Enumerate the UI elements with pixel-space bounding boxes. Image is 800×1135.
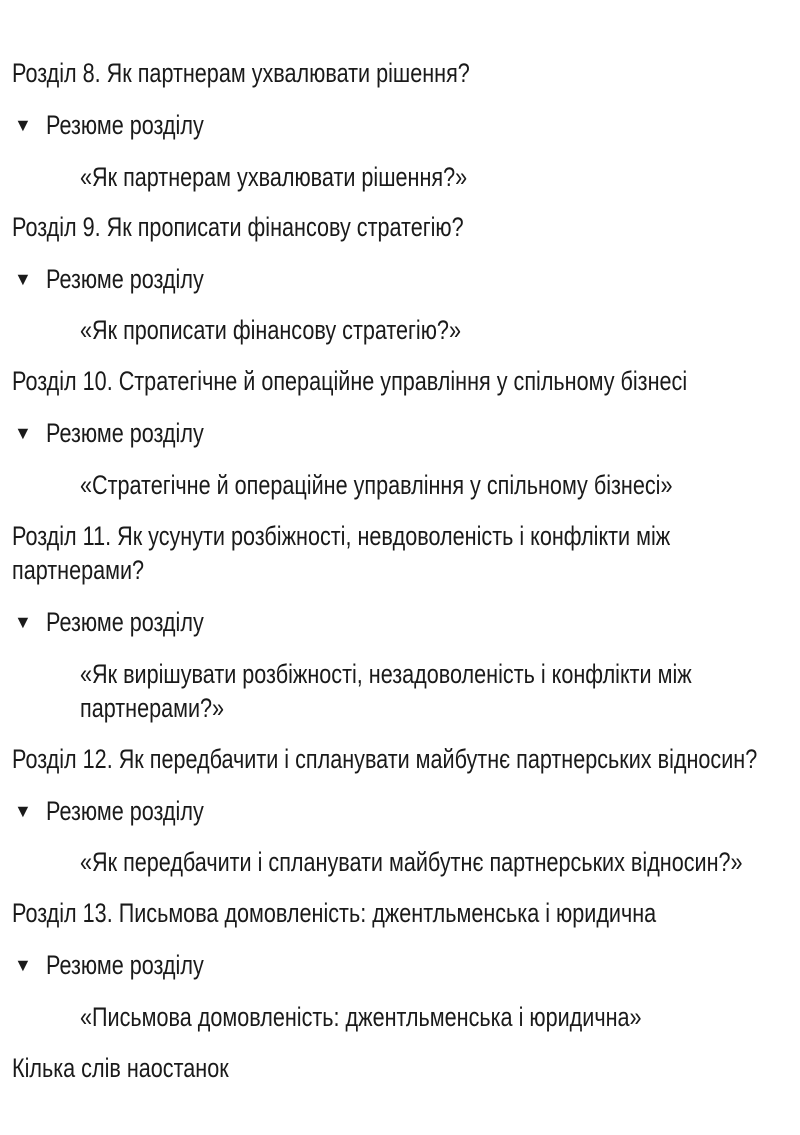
toc-summary-link[interactable]: [80, 160, 564, 194]
disclosure-triangle-icon[interactable]: ▼: [14, 955, 32, 975]
toc-label: «Як вирішувати розбіжності, незадоволеність і конфлікти між: [80, 659, 692, 689]
toc-label: Резюме розділу: [46, 607, 204, 637]
toc-label: Розділ 8. Як партнерам ухвалювати рішення?: [12, 58, 470, 88]
toc-chapter-link[interactable]: [12, 742, 800, 776]
toc-label: «Як партнерам ухвалювати рішення?»: [80, 162, 468, 192]
toc-summary-link[interactable]: [80, 657, 800, 725]
toc-summary-link[interactable]: [80, 468, 800, 502]
toc-chapter-link[interactable]: [12, 896, 800, 930]
toc-label: Резюме розділу: [46, 950, 204, 980]
disclosure-triangle-icon[interactable]: ▼: [14, 612, 32, 632]
toc-label: «Як прописати фінансову стратегію?»: [80, 315, 461, 345]
toc-label: Розділ 9. Як прописати фінансову стратегію?: [12, 212, 464, 242]
toc-label: «Письмова домовленість: джентльменська і юридична»: [80, 1002, 642, 1032]
toc-label: Розділ 13. Письмова домовленість: джентльменська і юридична: [12, 898, 657, 928]
toc-label-continued: партнерами?»: [80, 693, 225, 723]
disclosure-triangle-icon[interactable]: ▼: [14, 115, 32, 135]
toc-summary-toggle[interactable]: [14, 948, 243, 982]
toc-label: «Як передбачити і спланувати майбутнє партнерських відносин?»: [80, 847, 743, 877]
toc-label: Резюме розділу: [46, 264, 204, 294]
toc-label: Резюме розділу: [46, 796, 204, 826]
toc-summary-toggle[interactable]: [14, 108, 243, 142]
toc-summary-toggle[interactable]: [14, 794, 243, 828]
toc-summary-link[interactable]: [80, 1000, 782, 1034]
toc-chapter-link[interactable]: [12, 1051, 283, 1085]
toc-chapter-link[interactable]: [12, 364, 800, 398]
toc-label-continued: партнерами?: [12, 555, 145, 585]
toc-chapter-link[interactable]: [12, 210, 577, 244]
toc-chapter-link[interactable]: [12, 519, 800, 587]
toc-summary-toggle[interactable]: [14, 416, 243, 450]
disclosure-triangle-icon[interactable]: ▼: [14, 423, 32, 443]
toc-summary-toggle[interactable]: [14, 605, 243, 639]
disclosure-triangle-icon[interactable]: ▼: [14, 801, 32, 821]
disclosure-triangle-icon[interactable]: ▼: [14, 269, 32, 289]
toc-label: Розділ 12. Як передбачити і спланувати майбутнє партнерських відносин?: [12, 744, 758, 774]
toc-summary-link[interactable]: [80, 845, 800, 879]
toc-chapter-link[interactable]: [12, 56, 584, 90]
toc-label: Резюме розділу: [46, 418, 204, 448]
toc-summary-toggle[interactable]: [14, 262, 243, 296]
toc-summary-link[interactable]: [80, 313, 556, 347]
toc-label: «Стратегічне й операційне управління у спільному бізнесі»: [80, 470, 673, 500]
toc-label: Резюме розділу: [46, 110, 204, 140]
toc-label: Розділ 10. Стратегічне й операційне управління у спільному бізнесі: [12, 366, 688, 396]
toc-label: Розділ 11. Як усунути розбіжності, невдоволеність і конфлікти між: [12, 521, 671, 551]
toc-label: Кілька слів наостанок: [12, 1053, 229, 1083]
